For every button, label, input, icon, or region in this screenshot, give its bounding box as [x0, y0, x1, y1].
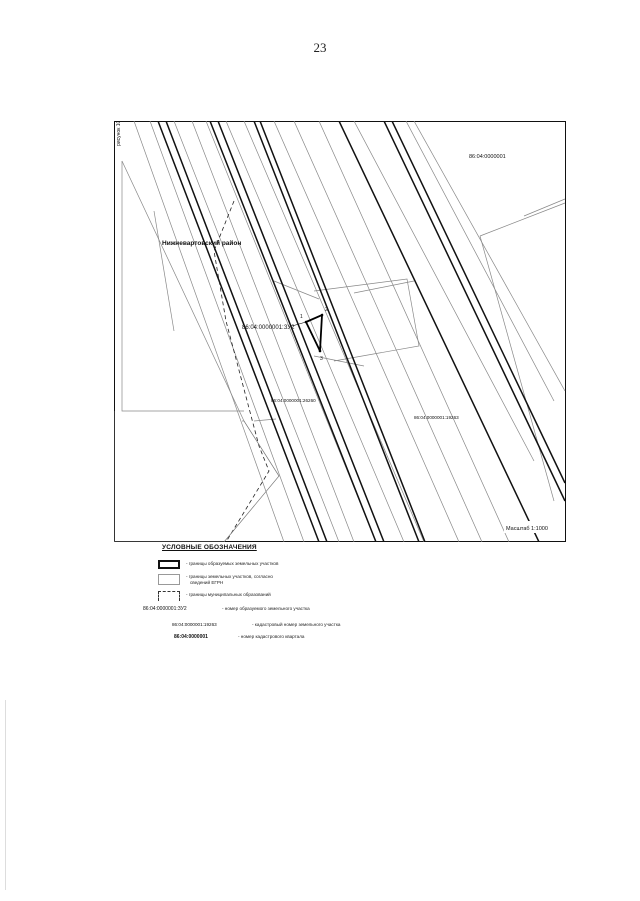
legend-sample-zu: 86:04:0000001:ЗУ2	[143, 606, 187, 612]
legend-item-egrn-line2: сведений ЕГРН	[190, 580, 224, 585]
point-2-label: 2	[325, 307, 328, 313]
point-2-marker	[321, 314, 324, 317]
page-number: 23	[313, 40, 327, 55]
side-label: рисунок 10	[116, 121, 122, 146]
legend-title: УСЛОВНЫЕ ОБОЗНАЧЕНИЯ	[162, 544, 257, 551]
major-boundaries	[158, 121, 565, 542]
legend-symbol-egrn-parcel	[158, 574, 180, 585]
scale-label: Масштаб 1:1000	[506, 526, 548, 532]
legend-item-cad: - кадастровый номер земельного участка	[252, 622, 341, 627]
point-3-marker	[319, 350, 322, 353]
parcel-boundaries	[122, 121, 565, 542]
parcel-label-2: 86:04:0000001:19263	[414, 415, 459, 420]
legend-item-formed-parcel: - границы образуемых земельных участков	[186, 561, 279, 566]
legend-sample-cad: 86:04:0000001:19263	[172, 622, 217, 627]
scan-margin-line	[5, 700, 6, 890]
legend-item-municipal: - границы муниципальных образований	[186, 592, 271, 597]
point-1-marker	[305, 321, 308, 324]
legend-sample-block: 86:04:0000001	[174, 634, 208, 640]
point-1-label: 1	[300, 314, 303, 320]
cadastral-map	[114, 121, 566, 542]
district-label: Нижневартовский район	[162, 240, 242, 247]
legend-item-zu: - номер образуемого земельного участка	[222, 606, 310, 611]
block-label: 86:04:0000001	[469, 154, 506, 160]
parcel-zu2	[306, 315, 322, 351]
parcel-label-1: 86:04:0000001:26260	[271, 398, 316, 403]
legend-item-block: - номер кадастрового квартала	[238, 634, 305, 639]
legend-symbol-municipal	[158, 591, 180, 601]
zu-label: 86:04:0000001:ЗУ2	[242, 325, 295, 331]
point-3-label: 3	[320, 356, 323, 362]
legend-symbol-formed-parcel	[158, 560, 180, 569]
map-canvas	[114, 121, 566, 542]
legend-item-egrn-line1: - границы земельных участков, согласно	[186, 574, 273, 579]
